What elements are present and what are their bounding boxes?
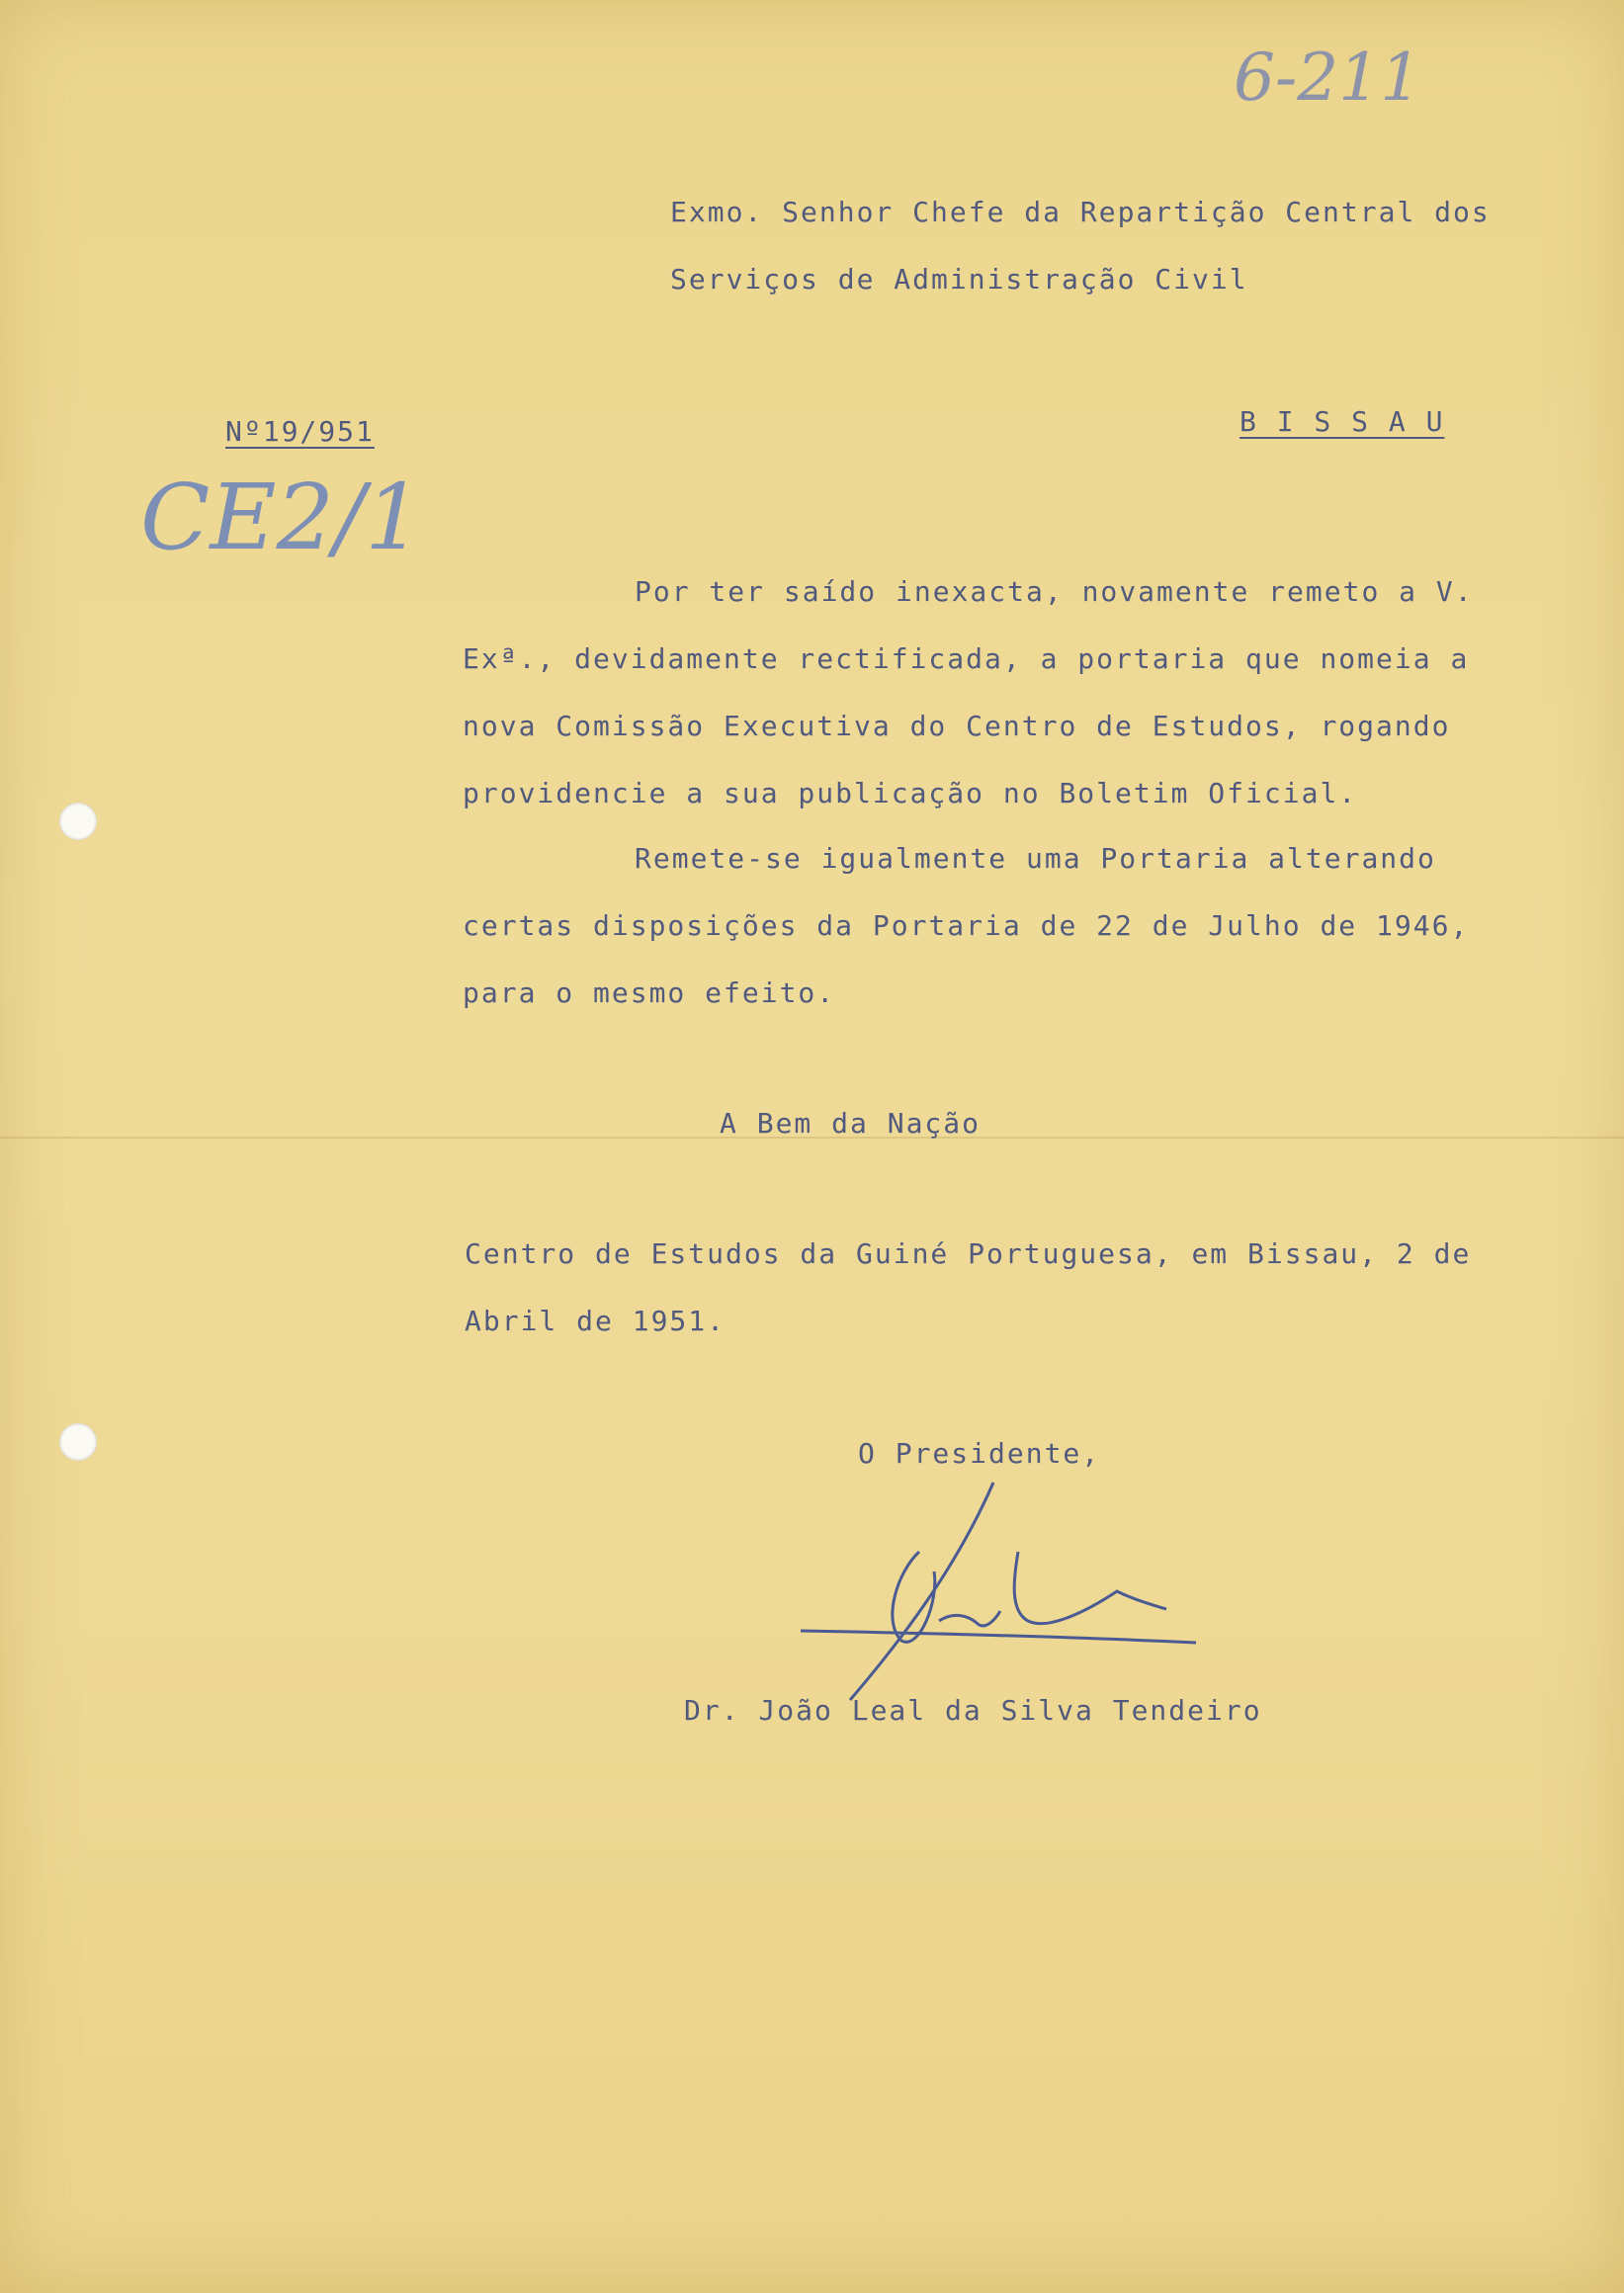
paragraph-2-line-3: para o mesmo efeito.	[463, 977, 836, 1009]
paragraph-2-line-2: certas disposições da Portaria de 22 de Julho de 1946,	[463, 909, 1470, 942]
paragraph-2-line-1: Remete-se igualmente uma Portaria alterando	[635, 842, 1436, 875]
paragraph-1-line-3: nova Comissão Executiva do Centro de Estudos, rogando	[463, 710, 1451, 742]
destination: B I S S A U	[1239, 405, 1445, 438]
handwritten-note: CE2/1	[140, 465, 423, 570]
archive-mark: 6-211	[1234, 40, 1422, 116]
closing-salutation: A Bem da Nação	[720, 1107, 982, 1140]
paragraph-1-line-4: providencie a sua publicação no Boletim Oficial.	[463, 777, 1358, 809]
punch-hole-bottom	[59, 1423, 97, 1461]
place-date-line-1: Centro de Estudos da Guiné Portuguesa, em Bissau, 2 de	[465, 1237, 1472, 1270]
paragraph-1-line-2: Exª., devidamente rectificada, a portaria que nomeia a	[463, 642, 1470, 675]
signature-title: O Presidente,	[858, 1437, 1101, 1470]
signatory-name: Dr. João Leal da Silva Tendeiro	[684, 1694, 1262, 1727]
reference-number: Nº19/951	[225, 415, 375, 448]
addressee-line-1: Exmo. Senhor Chefe da Repartição Central dos	[670, 196, 1491, 228]
paragraph-1-line-1: Por ter saído inexacta, novamente remeto a V.	[635, 575, 1474, 608]
handwritten-signature	[791, 1473, 1226, 1710]
addressee-line-2: Serviços de Administração Civil	[670, 263, 1248, 296]
place-date-line-2: Abril de 1951.	[465, 1305, 727, 1337]
punch-hole-top	[59, 803, 97, 840]
